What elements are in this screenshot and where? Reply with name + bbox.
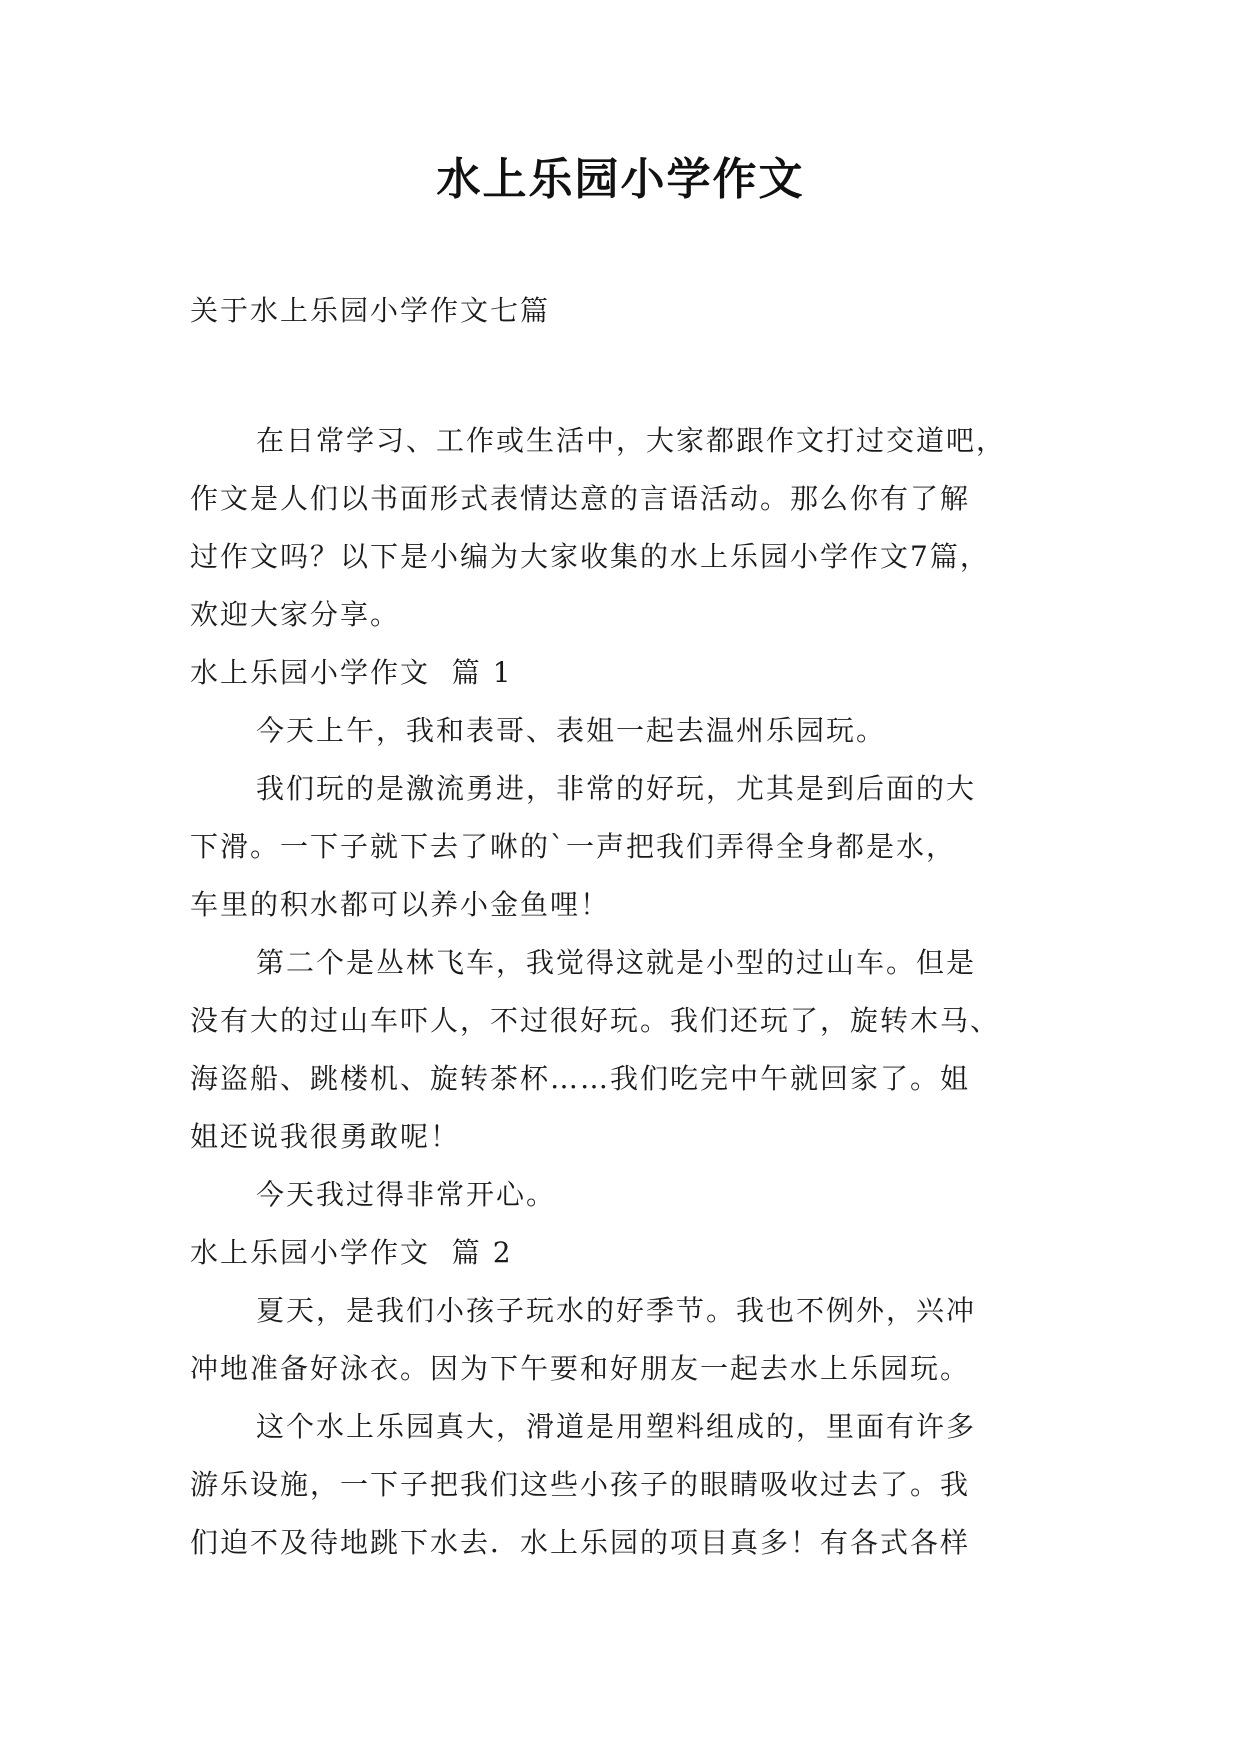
paragraph-line: 第二个是丛林飞车，我觉得这就是小型的过山车。但是 xyxy=(256,946,977,979)
paragraph-line: 今天我过得非常开心。 xyxy=(256,1178,557,1211)
paragraph-line: 今天上午，我和表哥、表姐一起去温州乐园玩。 xyxy=(256,714,887,747)
section-heading: 水上乐园小学作文 篇 1 xyxy=(190,656,513,689)
paragraph-line: 我们玩的是激流勇进，非常的好玩，尤其是到后面的大 xyxy=(256,772,977,805)
paragraph-line: 这个水上乐园真大，滑道是用塑料组成的，里面有许多 xyxy=(256,1410,977,1443)
paragraph-line: 下滑。一下子就下去了咻的`一声把我们弄得全身都是水， xyxy=(190,830,957,863)
paragraph-line: 过作文吗？以下是小编为大家收集的水上乐园小学作文7篇， xyxy=(190,540,990,573)
document-body xyxy=(190,282,1070,1572)
section-heading: 水上乐园小学作文 篇 2 xyxy=(190,1236,513,1269)
paragraph-line: 欢迎大家分享。 xyxy=(190,598,401,631)
paragraph-line: 游乐设施，一下子把我们这些小孩子的眼睛吸收过去了。我 xyxy=(190,1468,971,1501)
document-title: 水上乐园小学作文 xyxy=(436,154,805,205)
paragraph-line: 姐还说我很勇敢呢！ xyxy=(190,1120,461,1153)
paragraph-line: 没有大的过山车吓人，不过很好玩。我们还玩了，旋转木马、 xyxy=(190,1004,1001,1037)
paragraph-line: 作文是人们以书面形式表情达意的言语活动。那么你有了解 xyxy=(190,482,971,515)
paragraph-line: 冲地准备好泳衣。因为下午要和好朋友一起去水上乐园玩。 xyxy=(190,1352,971,1385)
paragraph-line: 夏天，是我们小孩子玩水的好季节。我也不例外，兴冲 xyxy=(256,1294,977,1327)
spacer xyxy=(190,340,1070,412)
paragraph-line: 车里的积水都可以养小金鱼哩！ xyxy=(190,888,611,921)
document-subtitle: 关于水上乐园小学作文七篇 xyxy=(190,294,551,327)
paragraph-line: 们迫不及待地跳下水去．水上乐园的项目真多！有各式各样 xyxy=(190,1526,971,1559)
paragraph-line: 海盗船、跳楼机、旋转茶杯……我们吃完中午就回家了。姐 xyxy=(190,1062,971,1095)
paragraph-line: 在日常学习、工作或生活中，大家都跟作文打过交道吧， xyxy=(256,424,1007,457)
